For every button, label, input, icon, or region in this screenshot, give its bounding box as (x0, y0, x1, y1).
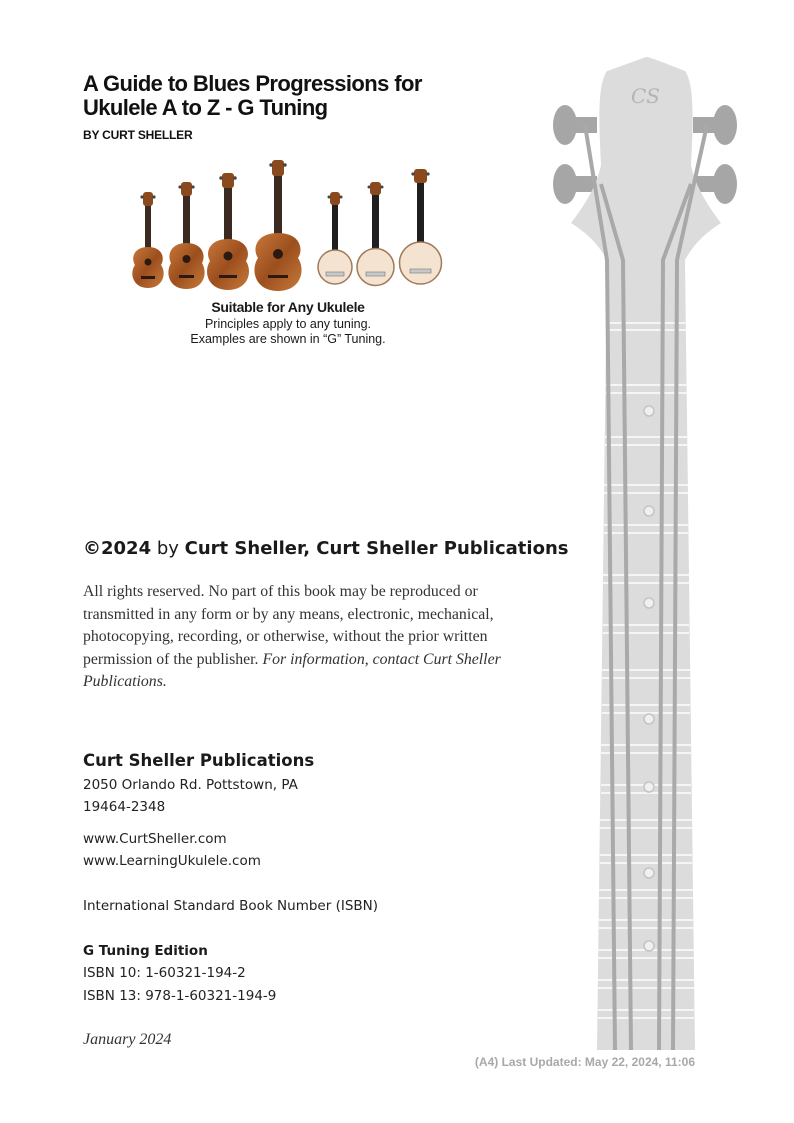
edition-label: G Tuning Edition (83, 943, 208, 959)
rights-contact: For information, contact Curt Sheller Publications. (83, 650, 501, 690)
publisher-name: Curt Sheller Publications (83, 751, 315, 770)
rights-statement (83, 581, 543, 694)
suitable-heading: Suitable for Any Ukulele (211, 299, 365, 315)
publisher-address-2: 19464-2348 (83, 799, 166, 815)
title-line-2: Ukulele A to Z - G Tuning (83, 95, 328, 120)
copyright-by: by (156, 538, 179, 559)
publisher-address-1: 2050 Orlando Rd. Pottstown, PA (83, 777, 298, 793)
publisher-website-1[interactable]: www.CurtSheller.com (83, 831, 227, 847)
copyright-line (83, 538, 568, 559)
ukulele-neck-illustration (545, 55, 745, 1055)
book-title (83, 72, 523, 120)
isbn-13: ISBN 13: 978-1-60321-194-9 (83, 988, 277, 1004)
last-updated: (A4) Last Updated: May 22, 2024, 11:06 (474, 1055, 695, 1069)
suitable-line-1: Principles apply to any tuning. (204, 317, 372, 331)
soprano-ukulele-icon (132, 192, 163, 288)
banjo-ukulele-medium-icon (357, 182, 394, 286)
banjo-ukulele-large-icon (400, 169, 442, 284)
headstock-logo: CS (631, 84, 661, 108)
isbn-10: ISBN 10: 1-60321-194-2 (83, 965, 246, 981)
publisher-website-2[interactable]: www.LearningUkulele.com (83, 853, 261, 869)
title-line-1: A Guide to Blues Progressions for (83, 71, 422, 96)
ukulele-family-illustration (125, 155, 450, 295)
copyright-year: ©2024 (83, 538, 152, 559)
banjo-ukulele-small-icon (318, 192, 352, 284)
baritone-ukulele-icon (254, 160, 301, 291)
concert-ukulele-icon (168, 182, 204, 289)
tenor-ukulele-icon (207, 173, 249, 290)
isbn-label: International Standard Book Number (ISBN) (83, 898, 379, 914)
copyright-holder: Curt Sheller, Curt Sheller Publications (184, 538, 569, 559)
author-byline: BY CURT SHELLER (83, 128, 193, 142)
suitable-line-2: Examples are shown in “G” Tuning. (190, 332, 386, 346)
rights-text: All rights reserved. No part of this book may be reproduced or transmitted in any form or by any means, electronic, mechanical, photocopying, recording, or otherwise, without the prior written permission of the publisher. (83, 583, 494, 668)
publication-date: January 2024 (83, 1031, 172, 1048)
